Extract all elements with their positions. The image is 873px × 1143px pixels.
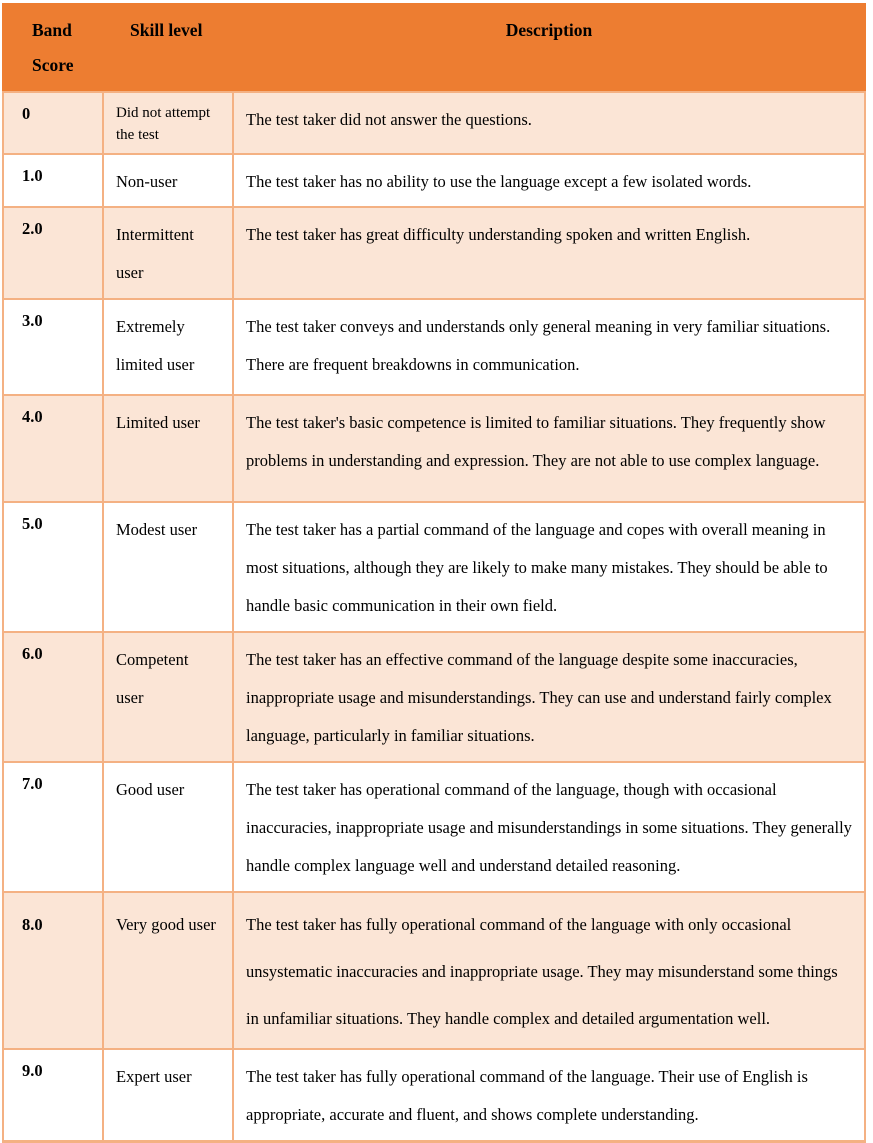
description-cell: The test taker has fully operational command of the language with only occasional unsystematic inaccuracies and inappropriate usage. They may misunderstand some things in unfamiliar situations. They handle complex and detailed argumentation well. <box>233 892 865 1049</box>
skill-level-cell: Good user <box>103 762 233 892</box>
band-score-cell: 8.0 <box>3 892 103 1049</box>
description-cell: The test taker has an effective command of the language despite some inaccuracies, inappropriate usage and misunderstandings. They can use and understand fairly complex language, particularly in familiar situations. <box>233 632 865 762</box>
table-row <box>3 207 865 299</box>
skill-level-cell: Limited user <box>103 395 233 502</box>
skill-level-cell: Non-user <box>103 154 233 208</box>
description-cell: The test taker has a partial command of the language and copes with overall meaning in most situations, although they are likely to make many mistakes. They should be able to handle basic communication in their own field. <box>233 502 865 632</box>
description-cell: The test taker conveys and understands only general meaning in very familiar situations. There are frequent breakdowns in communication. <box>233 299 865 395</box>
band-score-cell: 1.0 <box>3 154 103 208</box>
table-row <box>3 154 865 208</box>
header-row <box>3 4 865 92</box>
table-row <box>3 299 865 395</box>
table-row <box>3 1049 865 1141</box>
description-cell: The test taker has no ability to use the language except a few isolated words. <box>233 154 865 208</box>
band-score-cell: 0 <box>3 92 103 154</box>
band-score-cell: 4.0 <box>3 395 103 502</box>
band-score-cell: 9.0 <box>3 1049 103 1141</box>
table-header <box>3 4 865 92</box>
skill-level-cell: Modest user <box>103 502 233 632</box>
band-score-cell: 5.0 <box>3 502 103 632</box>
table-row <box>3 92 865 154</box>
band-score-cell: 3.0 <box>3 299 103 395</box>
description-cell: The test taker has operational command of the language, though with occasional inaccuracies, inappropriate usage and misunderstandings in some situations. They generally handle complex language well and understand detailed reasoning. <box>233 762 865 892</box>
band-score-cell: 2.0 <box>3 207 103 299</box>
description-cell: The test taker's basic competence is limited to familiar situations. They frequently show problems in understanding and expression. They are not able to use complex language. <box>233 395 865 502</box>
table-row <box>3 762 865 892</box>
description-cell: The test taker has great difficulty understanding spoken and written English. <box>233 207 865 299</box>
table-row <box>3 395 865 502</box>
skill-level-cell: Did not attempt the test <box>103 92 233 154</box>
band-score-table <box>2 3 866 1143</box>
skill-level-cell: Competent user <box>103 632 233 762</box>
header-skill-level: Skill level <box>103 4 233 92</box>
description-cell: The test taker did not answer the questions. <box>233 92 865 154</box>
table-row <box>3 502 865 632</box>
band-score-cell: 6.0 <box>3 632 103 762</box>
skill-level-cell: Expert user <box>103 1049 233 1141</box>
description-cell: The test taker has fully operational command of the language. Their use of English is appropriate, accurate and fluent, and shows complete understanding. <box>233 1049 865 1141</box>
header-description: Description <box>233 4 865 92</box>
skill-level-cell: Extremely limited user <box>103 299 233 395</box>
skill-level-cell: Very good user <box>103 892 233 1049</box>
skill-level-cell: Intermittent user <box>103 207 233 299</box>
table-row <box>3 632 865 762</box>
table-body <box>3 92 865 1141</box>
band-score-cell: 7.0 <box>3 762 103 892</box>
header-band-score: Band Score <box>3 4 103 92</box>
table-row <box>3 892 865 1049</box>
